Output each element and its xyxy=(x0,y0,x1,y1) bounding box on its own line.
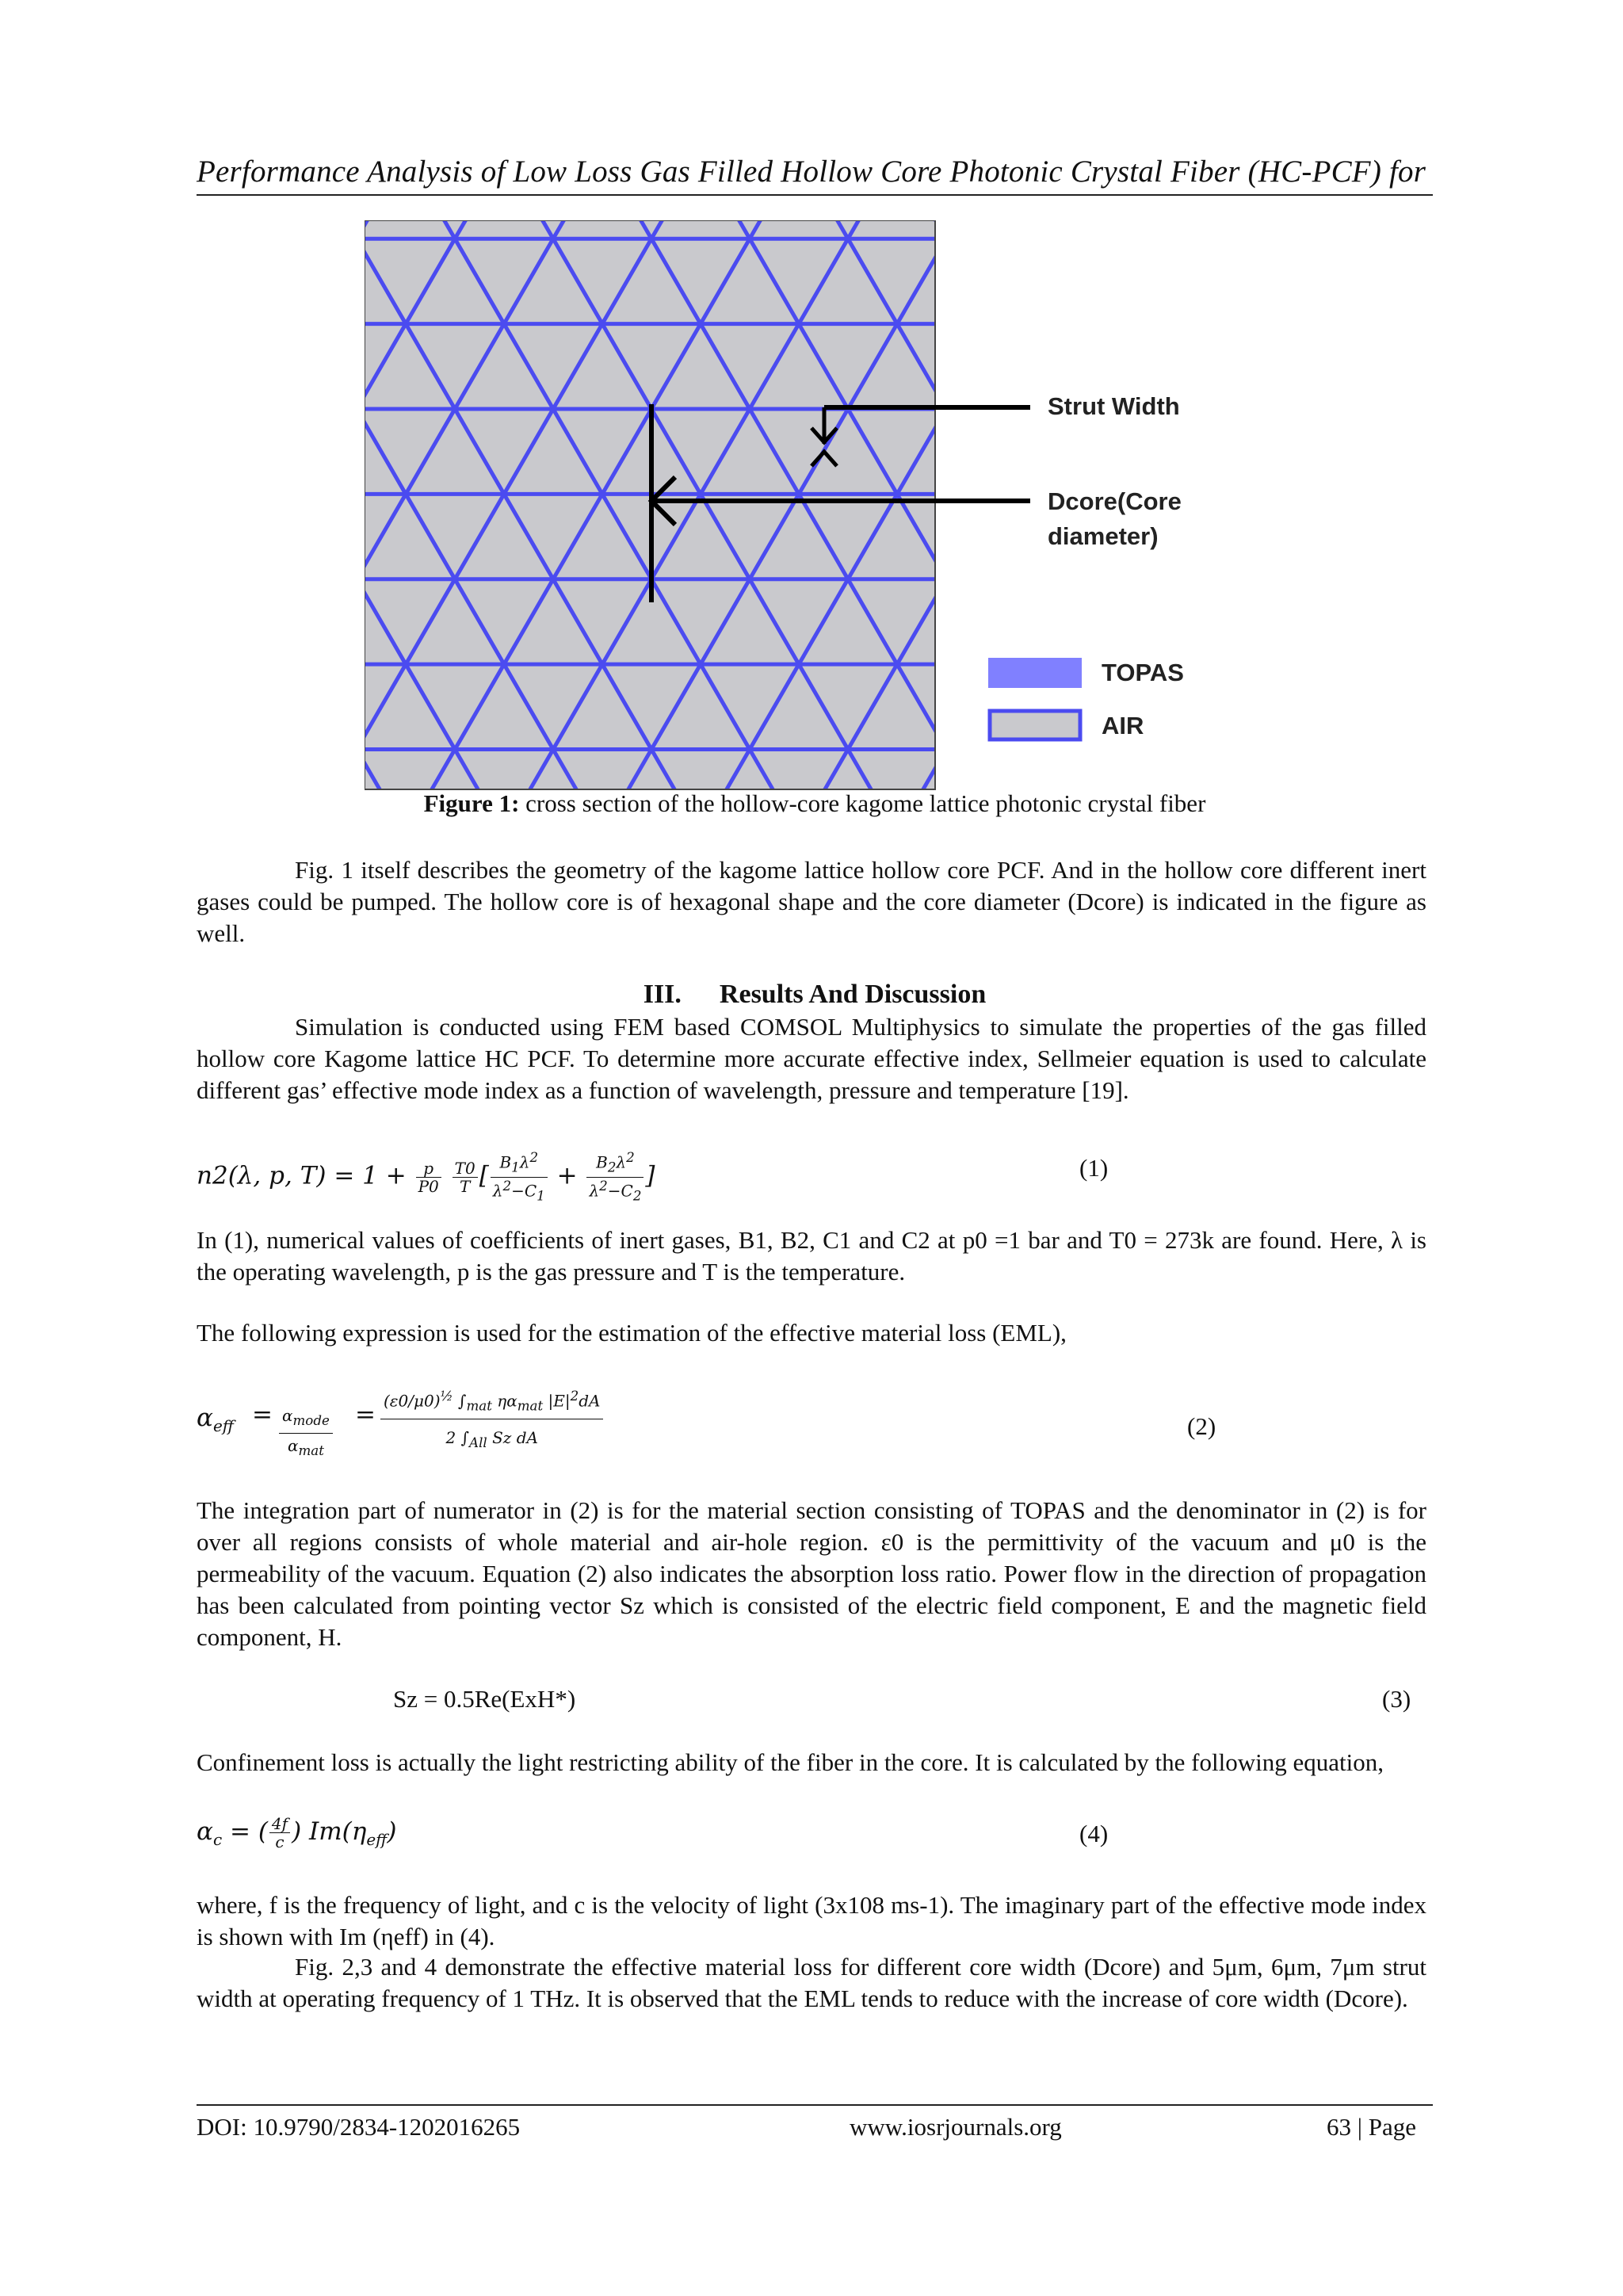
figure-caption xyxy=(197,789,1433,818)
paragraph-coefficients: In (1), numerical values of coefficients of inert gases, B1, B2, C1 and C2 at p0 =1 bar and T0 = 273k are found. Here, λ is the operating wavelength, p is the gas pressure and T is the temperature. xyxy=(197,1226,1426,1286)
equation-4: $\alpha_c$ = ( $\frac{4f}{c}$ ) $Im(\eta_{eff})$ xyxy=(197,1814,397,1851)
section-title: Results And Discussion xyxy=(719,980,987,1009)
footer-website: www.iosrjournals.org xyxy=(850,2113,1062,2141)
paragraph-confinement: Confinement loss is actually the light restricting ability of the fiber in the core. It is calculated by the following equation, xyxy=(197,1748,1384,1776)
paragraph-fig1-description: Fig. 1 itself describes the geometry of the kagome lattice hollow core PCF. And in the hollow core different inert gases could be pumped. The hollow core is of hexagonal shape and the core diameter (Dcore) is indicated in the figure as well. xyxy=(197,856,1426,947)
paragraph-eml-intro: The following expression is used for the estimation of the effective material loss (EML), xyxy=(197,1319,1067,1347)
strut-width-label: Strut Width xyxy=(1048,392,1180,420)
legend-topas-swatch xyxy=(988,658,1082,688)
equation-1-number: (1) xyxy=(1079,1154,1109,1182)
equation-3: Sz = 0.5Re(ExH*) xyxy=(393,1685,576,1713)
equation-3-number: (3) xyxy=(1382,1685,1411,1713)
footer-rule xyxy=(197,2104,1433,2106)
figure-1 xyxy=(365,220,1268,791)
figure-caption-label: Figure 1: xyxy=(423,789,520,817)
paragraph-simulation: Simulation is conducted using FEM based COMSOL Multiphysics to simulate the properties of the gas filled hollow core Kagome lattice HC PCF. To determine more accurate effective index, Sellmeier equation is used to calculate different gas’ effective mode index as a function of wavelength, pressure and temperature [19]. xyxy=(197,1013,1426,1104)
section-heading xyxy=(197,980,1433,1010)
legend-air-label: AIR xyxy=(1102,712,1144,739)
footer-page-number: 63 | Page xyxy=(1327,2113,1416,2141)
paragraph-integration: The integration part of numerator in (2) is for the material section consisting of TOPAS and the denominator in (2) is for over all regions consists of whole material and air-hole region. ε0 is the permittivity of the vacuum and μ0 is the permeability of the vacuum. Equation (2) also indicates the absorption loss ratio. Power flow in the direction of propagation has been calculated from pointing vector Sz which is consisted of the electric field component, E and the magnetic field component, H. xyxy=(197,1496,1426,1651)
section-number: III. xyxy=(643,980,682,1009)
paragraph-fig2-4: Fig. 2,3 and 4 demonstrate the effective material loss for different core width (Dcore) and 5μm, 6μm, 7μm strut width at operating frequency of 1 THz. It is observed that the EML tends to reduce with the increase of core width (Dcore). xyxy=(197,1953,1426,2012)
dcore-label-line1: Dcore(Core xyxy=(1048,487,1182,515)
equation-2: $\alpha_{eff}$ = $\alpha_{mode}$ $\alpha_{mat}$ = $(\varepsilon 0/\mu 0)^{\frac{1}{2}}$ $\int_{mat}$ $\eta\alpha_{mat}$ $|E|^2dA$ 2 $\int_{All}$ Sz dA xyxy=(197,1375,1433,1462)
running-header: Performance Analysis of Low Loss Gas Filled Hollow Core Photonic Crystal Fiber (HC-PCF) for xyxy=(197,155,1426,189)
header-rule xyxy=(197,194,1433,196)
equation-1: n2(λ, p, T) = 1 + $\frac{p}{P0}$ $\frac{T0}{T}$ [ $\frac{B_1\lambda^2}{\lambda^2-C_1}$ + $\frac{B_2\lambda^2}{\lambda^2-C_2}$ ] xyxy=(197,1150,655,1204)
figure-caption-text: cross section of the hollow-core kagome lattice photonic crystal fiber xyxy=(519,789,1206,817)
equation-2-number: (2) xyxy=(1187,1412,1216,1440)
footer-doi: DOI: 10.9790/2834-1202016265 xyxy=(197,2113,521,2141)
legend-air-swatch xyxy=(990,711,1080,739)
dcore-label-line2: diameter) xyxy=(1048,522,1159,550)
paragraph-frequency: where, f is the frequency of light, and c is the velocity of light (3x108 ms-1). The imaginary part of the effective mode index is shown with Im (ηeff) in (4). xyxy=(197,1891,1426,1950)
legend-topas-label: TOPAS xyxy=(1102,659,1184,686)
equation-4-number: (4) xyxy=(1079,1820,1109,1847)
